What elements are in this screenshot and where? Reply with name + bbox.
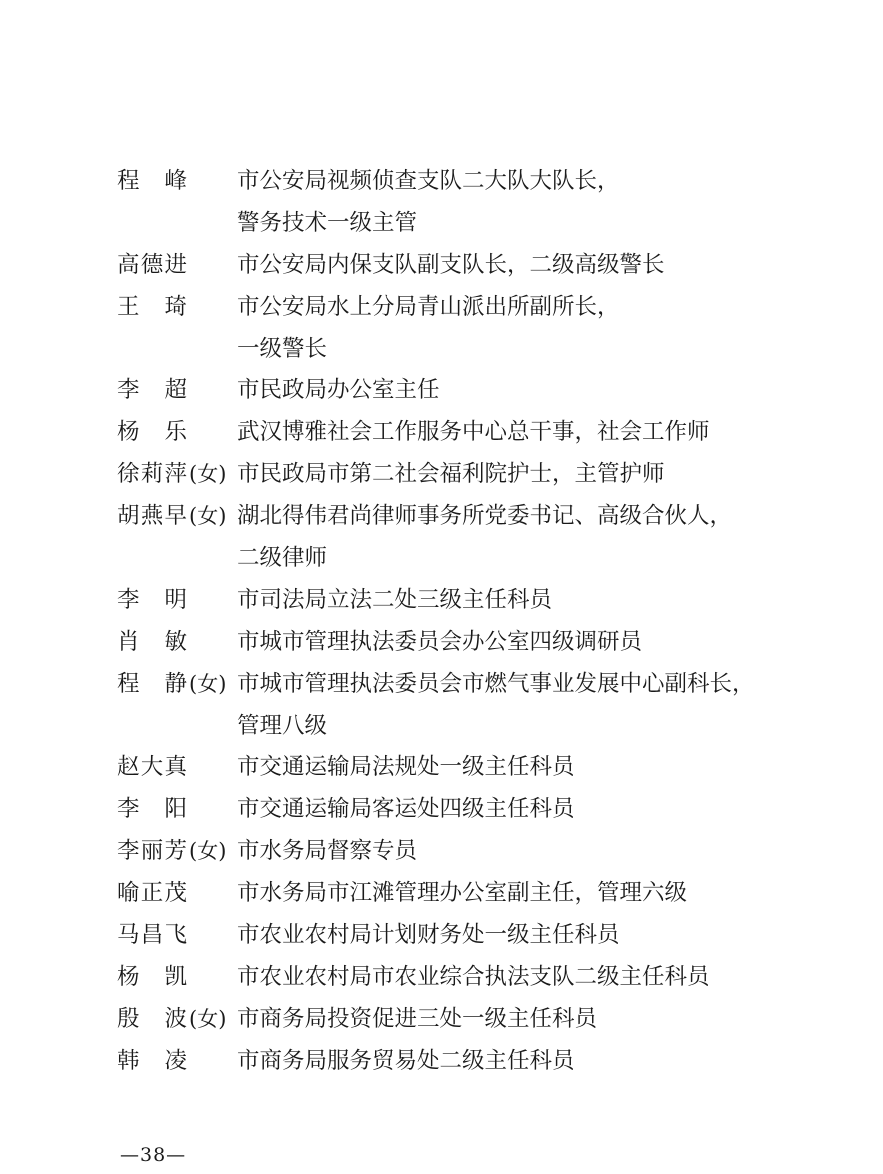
- entry-line: [117, 999, 837, 1041]
- name-character: 赵: [117, 754, 140, 781]
- job-title: 市城市管理执法委员会市燃气事业发展中心副科长，: [237, 670, 755, 697]
- list-item: [117, 957, 837, 999]
- person-name-chars: [117, 873, 187, 915]
- person-name: [117, 622, 235, 664]
- name-character: 李: [117, 586, 140, 613]
- job-title: 市交通运输局法规处一级主任科员: [237, 754, 575, 781]
- name-character: 明: [164, 586, 187, 613]
- person-name: [117, 370, 235, 412]
- person-name: [117, 747, 235, 789]
- list-item: [117, 831, 837, 873]
- name-character: 德: [140, 251, 164, 278]
- list-item: [117, 747, 837, 789]
- name-character: 凌: [164, 1047, 187, 1074]
- entry-line: [117, 161, 837, 203]
- name-character: 喻: [117, 880, 140, 907]
- gender-marker: (女): [189, 504, 227, 529]
- job-title: 湖北得伟君尚律师事务所党委书记、高级合伙人，: [237, 503, 733, 530]
- person-name-chars: [117, 370, 187, 412]
- name-character: 肖: [117, 628, 140, 655]
- name-character: 琦: [164, 293, 187, 320]
- gender-marker: (女): [189, 1006, 227, 1031]
- person-name: [117, 831, 235, 873]
- name-character: 早: [164, 503, 187, 530]
- name-character: 正: [140, 880, 164, 907]
- person-name-chars: [117, 957, 187, 999]
- name-character: 敏: [164, 628, 187, 655]
- person-name-chars: [117, 245, 187, 287]
- person-name: [117, 664, 235, 706]
- entry-line: [117, 287, 837, 329]
- job-title: 一级警长: [237, 335, 328, 362]
- name-character: 程: [117, 168, 140, 194]
- list-item: [117, 412, 837, 454]
- person-name: [117, 873, 235, 915]
- entry-line: [117, 370, 837, 412]
- list-item: [117, 287, 837, 371]
- job-title: 武汉博雅社会工作服务中心总干事，社会工作师: [237, 419, 710, 446]
- job-title: 市司法局立法二处三级主任科员: [237, 586, 553, 613]
- entry-line: [117, 580, 837, 622]
- name-character: 程: [117, 670, 140, 697]
- person-name: [117, 1041, 235, 1083]
- entry-line: [117, 496, 837, 538]
- person-name-chars: [117, 454, 187, 496]
- list-item: [117, 873, 837, 915]
- person-name-chars: [117, 622, 187, 664]
- name-character: 萍: [164, 461, 187, 488]
- person-name-chars: [117, 412, 187, 454]
- entry-line: [117, 245, 837, 287]
- list-item: [117, 622, 837, 664]
- name-character: 进: [164, 251, 187, 278]
- name-list: [117, 161, 837, 1083]
- job-title: 市商务局服务贸易处二级主任科员: [237, 1047, 575, 1074]
- list-item: [117, 496, 837, 580]
- person-name-chars: [117, 1041, 187, 1083]
- job-title: 市公安局水上分局青山派出所副所长，: [237, 293, 620, 320]
- name-character: 波: [164, 1005, 187, 1032]
- person-name: [117, 245, 235, 287]
- job-title: 市交通运输局客运处四级主任科员: [237, 796, 575, 823]
- page-number: —38—: [120, 1144, 187, 1166]
- person-name-chars: [117, 161, 187, 203]
- person-name: [117, 287, 235, 329]
- entry-continuation-line: [117, 538, 837, 580]
- job-title: 警务技术一级主管: [237, 209, 418, 236]
- name-character: 茂: [164, 880, 187, 907]
- entry-line: [117, 957, 837, 999]
- name-character: 李: [117, 796, 140, 823]
- name-character: 韩: [117, 1047, 140, 1074]
- list-item: [117, 580, 837, 622]
- name-character: 飞: [164, 922, 187, 949]
- name-character: 凯: [164, 963, 187, 990]
- job-title: 二级律师: [237, 545, 328, 572]
- person-name: [117, 580, 235, 622]
- list-item: [117, 161, 837, 245]
- job-title: 市公安局视频侦查支队二大队大队长，: [237, 168, 620, 194]
- name-character: 杨: [117, 963, 140, 990]
- name-character: 芳: [164, 838, 187, 865]
- entry-line: [117, 831, 837, 873]
- job-title: 市水务局市江滩管理办公室副主任，管理六级: [237, 880, 688, 907]
- gender-marker: (女): [189, 671, 227, 696]
- name-character: 胡: [117, 503, 140, 530]
- entry-line: [117, 454, 837, 496]
- name-character: 丽: [140, 838, 164, 865]
- person-name-chars: [117, 915, 187, 957]
- list-item: [117, 664, 837, 748]
- list-item: [117, 454, 837, 496]
- person-name-chars: [117, 999, 187, 1041]
- entry-line: [117, 622, 837, 664]
- name-character: 李: [117, 377, 140, 404]
- job-title: 市民政局市第二社会福利院护士，主管护师: [237, 461, 665, 488]
- job-title: 市城市管理执法委员会办公室四级调研员: [237, 628, 643, 655]
- list-item: [117, 245, 837, 287]
- job-title: 市商务局投资促进三处一级主任科员: [237, 1005, 598, 1032]
- job-title: 市农业农村局计划财务处一级主任科员: [237, 922, 620, 949]
- person-name-chars: [117, 580, 187, 622]
- person-name-chars: [117, 789, 187, 831]
- entry-line: [117, 789, 837, 831]
- name-character: 阳: [164, 796, 187, 823]
- entry-continuation-line: [117, 203, 837, 245]
- list-item: [117, 789, 837, 831]
- job-title: 市公安局内保支队副支队长，二级高级警长: [237, 251, 665, 278]
- person-name-chars: [117, 831, 187, 873]
- person-name-chars: [117, 664, 187, 706]
- job-title: 市水务局督察专员: [237, 838, 418, 865]
- entry-line: [117, 915, 837, 957]
- list-item: [117, 915, 837, 957]
- entry-line: [117, 747, 837, 789]
- person-name-chars: [117, 496, 187, 538]
- name-character: 李: [117, 838, 140, 865]
- gender-marker: (女): [189, 839, 227, 864]
- name-character: 王: [117, 293, 140, 320]
- gender-marker: (女): [189, 462, 227, 487]
- entry-continuation-line: [117, 329, 837, 371]
- person-name: [117, 999, 235, 1041]
- person-name: [117, 161, 235, 203]
- person-name: [117, 412, 235, 454]
- person-name-chars: [117, 747, 187, 789]
- name-character: 真: [164, 754, 187, 781]
- name-character: 乐: [164, 419, 187, 446]
- name-character: 峰: [164, 168, 187, 194]
- name-character: 高: [117, 251, 140, 278]
- person-name: [117, 789, 235, 831]
- name-character: 昌: [140, 922, 164, 949]
- person-name: [117, 915, 235, 957]
- name-character: 静: [164, 670, 187, 697]
- entry-line: [117, 664, 837, 706]
- person-name-chars: [117, 287, 187, 329]
- entry-continuation-line: [117, 706, 837, 748]
- name-character: 大: [140, 754, 164, 781]
- job-title: 市农业农村局市农业综合执法支队二级主任科员: [237, 963, 710, 990]
- name-character: 莉: [140, 461, 164, 488]
- name-character: 徐: [117, 461, 140, 488]
- person-name: [117, 957, 235, 999]
- name-character: 燕: [140, 503, 164, 530]
- job-title: 市民政局办公室主任: [237, 377, 440, 404]
- name-character: 马: [117, 922, 140, 949]
- job-title: 管理八级: [237, 712, 328, 739]
- name-character: 杨: [117, 419, 140, 446]
- entry-line: [117, 873, 837, 915]
- name-character: 殷: [117, 1005, 140, 1032]
- name-character: 超: [164, 377, 187, 404]
- list-item: [117, 999, 837, 1041]
- list-item: [117, 1041, 837, 1083]
- entry-line: [117, 412, 837, 454]
- entry-line: [117, 1041, 837, 1083]
- person-name: [117, 496, 235, 538]
- list-item: [117, 370, 837, 412]
- person-name: [117, 454, 235, 496]
